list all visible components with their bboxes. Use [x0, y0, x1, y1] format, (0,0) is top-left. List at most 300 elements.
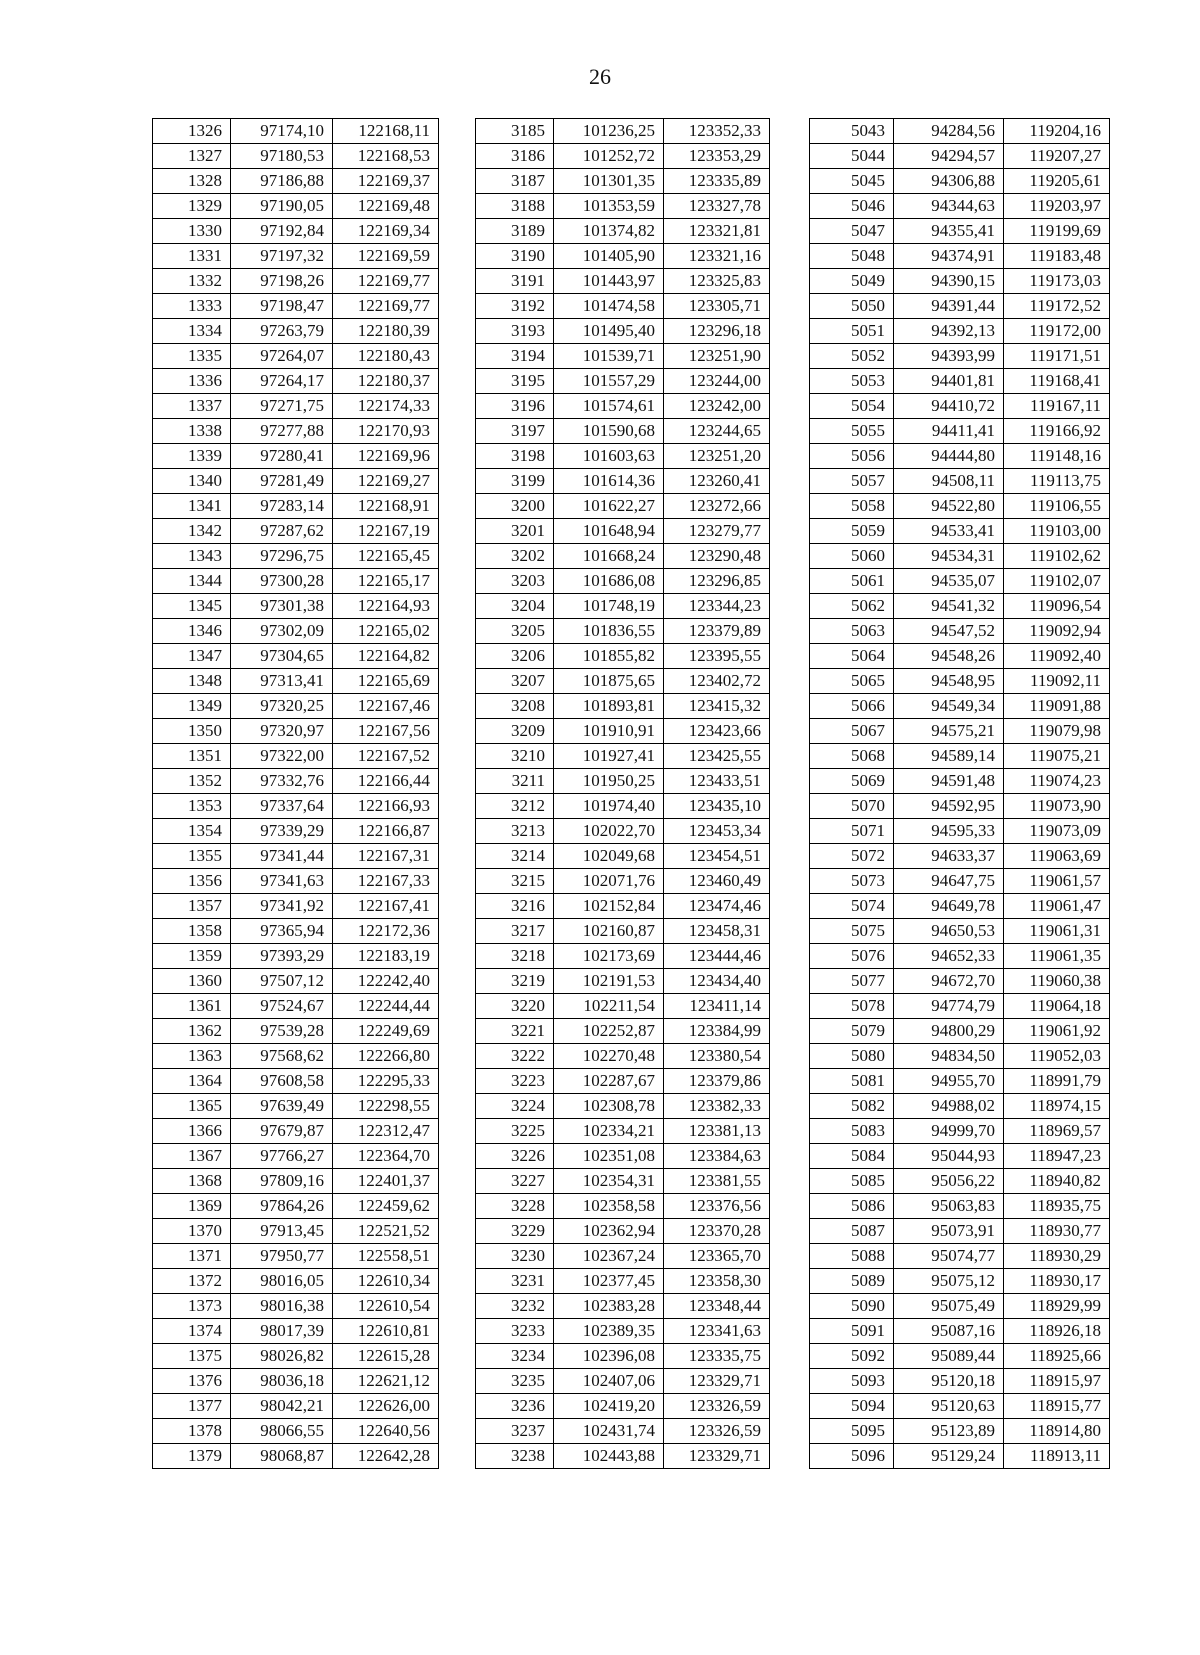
table-row [476, 269, 770, 294]
point-number-cell: 5047 [810, 219, 894, 244]
table-row [810, 444, 1110, 469]
table-row [153, 969, 439, 994]
table-row [810, 1319, 1110, 1344]
point-number-cell: 3220 [476, 994, 554, 1019]
x-coordinate-cell: 102367,24 [554, 1244, 664, 1269]
y-coordinate-cell: 122364,70 [333, 1144, 439, 1169]
point-number-cell: 1360 [153, 969, 231, 994]
table-row [476, 144, 770, 169]
y-coordinate-cell: 123296,18 [664, 319, 770, 344]
x-coordinate-cell: 102358,58 [554, 1194, 664, 1219]
y-coordinate-cell: 122168,53 [333, 144, 439, 169]
point-number-cell: 3235 [476, 1369, 554, 1394]
table-row [153, 1269, 439, 1294]
point-number-cell: 3206 [476, 644, 554, 669]
table-row [476, 1119, 770, 1144]
table-row [153, 1319, 439, 1344]
y-coordinate-cell: 119075,21 [1004, 744, 1110, 769]
table-row [476, 1444, 770, 1469]
table-row [153, 1044, 439, 1069]
point-number-cell: 5069 [810, 769, 894, 794]
x-coordinate-cell: 95056,22 [894, 1169, 1004, 1194]
point-number-cell: 1338 [153, 419, 231, 444]
table-row [810, 994, 1110, 1019]
y-coordinate-cell: 119079,98 [1004, 719, 1110, 744]
x-coordinate-cell: 97524,67 [231, 994, 333, 1019]
table-row [476, 119, 770, 144]
table-row [153, 194, 439, 219]
point-number-cell: 1345 [153, 594, 231, 619]
point-number-cell: 5080 [810, 1044, 894, 1069]
y-coordinate-cell: 123272,66 [664, 494, 770, 519]
y-coordinate-cell: 122169,48 [333, 194, 439, 219]
y-coordinate-cell: 123425,55 [664, 744, 770, 769]
x-coordinate-cell: 94549,34 [894, 694, 1004, 719]
table-row [153, 144, 439, 169]
y-coordinate-cell: 123474,46 [664, 894, 770, 919]
y-coordinate-cell: 122295,33 [333, 1069, 439, 1094]
table-row [153, 944, 439, 969]
point-number-cell: 5086 [810, 1194, 894, 1219]
y-coordinate-cell: 122167,41 [333, 894, 439, 919]
table-row [476, 1319, 770, 1344]
y-coordinate-cell: 118930,29 [1004, 1244, 1110, 1269]
y-coordinate-cell: 122298,55 [333, 1094, 439, 1119]
y-coordinate-cell: 118969,57 [1004, 1119, 1110, 1144]
table-row [476, 894, 770, 919]
x-coordinate-cell: 97190,05 [231, 194, 333, 219]
x-coordinate-cell: 97198,26 [231, 269, 333, 294]
y-coordinate-cell: 119204,16 [1004, 119, 1110, 144]
x-coordinate-cell: 95073,91 [894, 1219, 1004, 1244]
y-coordinate-cell: 123325,83 [664, 269, 770, 294]
table-row [153, 519, 439, 544]
x-coordinate-cell: 101855,82 [554, 644, 664, 669]
point-number-cell: 5057 [810, 469, 894, 494]
y-coordinate-cell: 119061,92 [1004, 1019, 1110, 1044]
x-coordinate-cell: 97264,07 [231, 344, 333, 369]
point-number-cell: 3190 [476, 244, 554, 269]
point-number-cell: 1333 [153, 294, 231, 319]
table-row [153, 369, 439, 394]
y-coordinate-cell: 119207,27 [1004, 144, 1110, 169]
x-coordinate-cell: 102362,94 [554, 1219, 664, 1244]
x-coordinate-cell: 97281,49 [231, 469, 333, 494]
point-number-cell: 5067 [810, 719, 894, 744]
table-row [476, 1169, 770, 1194]
point-number-cell: 3186 [476, 144, 554, 169]
table-row [153, 844, 439, 869]
y-coordinate-cell: 123279,77 [664, 519, 770, 544]
y-coordinate-cell: 123335,75 [664, 1344, 770, 1369]
x-coordinate-cell: 97332,76 [231, 769, 333, 794]
y-coordinate-cell: 119173,03 [1004, 269, 1110, 294]
x-coordinate-cell: 101236,25 [554, 119, 664, 144]
table-row [153, 769, 439, 794]
x-coordinate-cell: 102443,88 [554, 1444, 664, 1469]
table-row [153, 1144, 439, 1169]
point-number-cell: 5083 [810, 1119, 894, 1144]
x-coordinate-cell: 102071,76 [554, 869, 664, 894]
point-number-cell: 5051 [810, 319, 894, 344]
y-coordinate-cell: 122521,52 [333, 1219, 439, 1244]
x-coordinate-cell: 101614,36 [554, 469, 664, 494]
y-coordinate-cell: 122180,39 [333, 319, 439, 344]
y-coordinate-cell: 119092,40 [1004, 644, 1110, 669]
x-coordinate-cell: 97507,12 [231, 969, 333, 994]
y-coordinate-cell: 119203,97 [1004, 194, 1110, 219]
x-coordinate-cell: 95129,24 [894, 1444, 1004, 1469]
table-row [153, 269, 439, 294]
table-row [476, 1294, 770, 1319]
y-coordinate-cell: 123251,20 [664, 444, 770, 469]
table-row [476, 344, 770, 369]
y-coordinate-cell: 119063,69 [1004, 844, 1110, 869]
x-coordinate-cell: 102389,35 [554, 1319, 664, 1344]
y-coordinate-cell: 119073,09 [1004, 819, 1110, 844]
x-coordinate-cell: 94999,70 [894, 1119, 1004, 1144]
y-coordinate-cell: 118915,77 [1004, 1394, 1110, 1419]
point-number-cell: 3218 [476, 944, 554, 969]
point-number-cell: 1351 [153, 744, 231, 769]
y-coordinate-cell: 122401,37 [333, 1169, 439, 1194]
table-row [153, 119, 439, 144]
table-row [476, 1194, 770, 1219]
x-coordinate-cell: 101590,68 [554, 419, 664, 444]
y-coordinate-cell: 118947,23 [1004, 1144, 1110, 1169]
point-number-cell: 1337 [153, 394, 231, 419]
point-number-cell: 5088 [810, 1244, 894, 1269]
x-coordinate-cell: 94955,70 [894, 1069, 1004, 1094]
table-row [153, 744, 439, 769]
y-coordinate-cell: 119168,41 [1004, 369, 1110, 394]
table-row [153, 1394, 439, 1419]
table-row [810, 244, 1110, 269]
point-number-cell: 1356 [153, 869, 231, 894]
point-number-cell: 1374 [153, 1319, 231, 1344]
y-coordinate-cell: 122180,43 [333, 344, 439, 369]
x-coordinate-cell: 95123,89 [894, 1419, 1004, 1444]
y-coordinate-cell: 122170,93 [333, 419, 439, 444]
x-coordinate-cell: 101950,25 [554, 769, 664, 794]
x-coordinate-cell: 94633,37 [894, 844, 1004, 869]
table-row [476, 219, 770, 244]
point-number-cell: 3195 [476, 369, 554, 394]
x-coordinate-cell: 94533,41 [894, 519, 1004, 544]
point-number-cell: 1340 [153, 469, 231, 494]
point-number-cell: 5084 [810, 1144, 894, 1169]
y-coordinate-cell: 122167,19 [333, 519, 439, 544]
table-row [810, 1219, 1110, 1244]
x-coordinate-cell: 101495,40 [554, 319, 664, 344]
x-coordinate-cell: 97296,75 [231, 544, 333, 569]
table-row [153, 394, 439, 419]
point-number-cell: 3209 [476, 719, 554, 744]
point-number-cell: 1371 [153, 1244, 231, 1269]
table-row [476, 519, 770, 544]
y-coordinate-cell: 122164,93 [333, 594, 439, 619]
table-row [476, 844, 770, 869]
x-coordinate-cell: 97301,38 [231, 594, 333, 619]
point-number-cell: 1326 [153, 119, 231, 144]
point-number-cell: 1332 [153, 269, 231, 294]
table-row [810, 294, 1110, 319]
x-coordinate-cell: 97341,92 [231, 894, 333, 919]
point-number-cell: 3208 [476, 694, 554, 719]
x-coordinate-cell: 101668,24 [554, 544, 664, 569]
table-row [810, 1019, 1110, 1044]
x-coordinate-cell: 97271,75 [231, 394, 333, 419]
y-coordinate-cell: 123379,89 [664, 619, 770, 644]
x-coordinate-cell: 102308,78 [554, 1094, 664, 1119]
point-number-cell: 5043 [810, 119, 894, 144]
x-coordinate-cell: 97192,84 [231, 219, 333, 244]
coordinate-table-3 [809, 118, 1110, 1469]
point-number-cell: 5079 [810, 1019, 894, 1044]
point-number-cell: 1359 [153, 944, 231, 969]
table-row [810, 1294, 1110, 1319]
y-coordinate-cell: 119148,16 [1004, 444, 1110, 469]
point-number-cell: 5085 [810, 1169, 894, 1194]
point-number-cell: 3189 [476, 219, 554, 244]
table-row [810, 319, 1110, 344]
table-row [810, 519, 1110, 544]
table-row [476, 619, 770, 644]
x-coordinate-cell: 98042,21 [231, 1394, 333, 1419]
table-row [810, 794, 1110, 819]
table-row [810, 194, 1110, 219]
point-number-cell: 5072 [810, 844, 894, 869]
point-number-cell: 1344 [153, 569, 231, 594]
x-coordinate-cell: 102334,21 [554, 1119, 664, 1144]
x-coordinate-cell: 101686,08 [554, 569, 664, 594]
table-row [476, 1219, 770, 1244]
table-row [153, 1069, 439, 1094]
x-coordinate-cell: 94401,81 [894, 369, 1004, 394]
x-coordinate-cell: 94548,26 [894, 644, 1004, 669]
point-number-cell: 5093 [810, 1369, 894, 1394]
y-coordinate-cell: 122558,51 [333, 1244, 439, 1269]
point-number-cell: 5061 [810, 569, 894, 594]
x-coordinate-cell: 94410,72 [894, 394, 1004, 419]
y-coordinate-cell: 118925,66 [1004, 1344, 1110, 1369]
x-coordinate-cell: 94647,75 [894, 869, 1004, 894]
table-row [153, 919, 439, 944]
point-number-cell: 5071 [810, 819, 894, 844]
point-number-cell: 3227 [476, 1169, 554, 1194]
point-number-cell: 1373 [153, 1294, 231, 1319]
point-number-cell: 1347 [153, 644, 231, 669]
table-row [476, 544, 770, 569]
y-coordinate-cell: 123344,23 [664, 594, 770, 619]
table-row [810, 1169, 1110, 1194]
y-coordinate-cell: 123411,14 [664, 994, 770, 1019]
y-coordinate-cell: 122168,11 [333, 119, 439, 144]
x-coordinate-cell: 102191,53 [554, 969, 664, 994]
x-coordinate-cell: 97339,29 [231, 819, 333, 844]
table-row [153, 344, 439, 369]
y-coordinate-cell: 122174,33 [333, 394, 439, 419]
point-number-cell: 3212 [476, 794, 554, 819]
x-coordinate-cell: 98026,82 [231, 1344, 333, 1369]
table-row [153, 1344, 439, 1369]
y-coordinate-cell: 119205,61 [1004, 169, 1110, 194]
y-coordinate-cell: 118991,79 [1004, 1069, 1110, 1094]
table-row [810, 1369, 1110, 1394]
point-number-cell: 5082 [810, 1094, 894, 1119]
y-coordinate-cell: 122164,82 [333, 644, 439, 669]
table-row [810, 644, 1110, 669]
x-coordinate-cell: 94411,41 [894, 419, 1004, 444]
x-coordinate-cell: 94547,52 [894, 619, 1004, 644]
x-coordinate-cell: 95074,77 [894, 1244, 1004, 1269]
x-coordinate-cell: 97337,64 [231, 794, 333, 819]
table-row [476, 944, 770, 969]
point-number-cell: 5090 [810, 1294, 894, 1319]
y-coordinate-cell: 123348,44 [664, 1294, 770, 1319]
table-row [476, 294, 770, 319]
point-number-cell: 1377 [153, 1394, 231, 1419]
y-coordinate-cell: 119102,62 [1004, 544, 1110, 569]
point-number-cell: 1349 [153, 694, 231, 719]
table-row [153, 644, 439, 669]
x-coordinate-cell: 101748,19 [554, 594, 664, 619]
point-number-cell: 5092 [810, 1344, 894, 1369]
table-row [153, 694, 439, 719]
y-coordinate-cell: 123251,90 [664, 344, 770, 369]
point-number-cell: 5070 [810, 794, 894, 819]
point-number-cell: 5063 [810, 619, 894, 644]
table-row [153, 1169, 439, 1194]
x-coordinate-cell: 102351,08 [554, 1144, 664, 1169]
x-coordinate-cell: 102407,06 [554, 1369, 664, 1394]
table-row [810, 144, 1110, 169]
y-coordinate-cell: 122165,45 [333, 544, 439, 569]
point-number-cell: 1375 [153, 1344, 231, 1369]
y-coordinate-cell: 119096,54 [1004, 594, 1110, 619]
point-number-cell: 1376 [153, 1369, 231, 1394]
table-row [810, 569, 1110, 594]
x-coordinate-cell: 102049,68 [554, 844, 664, 869]
y-coordinate-cell: 122169,34 [333, 219, 439, 244]
point-number-cell: 1372 [153, 1269, 231, 1294]
point-number-cell: 3187 [476, 169, 554, 194]
y-coordinate-cell: 118930,17 [1004, 1269, 1110, 1294]
point-number-cell: 1363 [153, 1044, 231, 1069]
y-coordinate-cell: 123381,55 [664, 1169, 770, 1194]
table-row [153, 894, 439, 919]
y-coordinate-cell: 123415,32 [664, 694, 770, 719]
table-row [476, 919, 770, 944]
table-row [153, 819, 439, 844]
table-row [476, 669, 770, 694]
table-row [476, 869, 770, 894]
point-number-cell: 3236 [476, 1394, 554, 1419]
x-coordinate-cell: 102431,74 [554, 1419, 664, 1444]
point-number-cell: 3225 [476, 1119, 554, 1144]
point-number-cell: 5078 [810, 994, 894, 1019]
table-row [153, 1294, 439, 1319]
y-coordinate-cell: 119113,75 [1004, 469, 1110, 494]
y-coordinate-cell: 122169,77 [333, 269, 439, 294]
point-number-cell: 5058 [810, 494, 894, 519]
point-number-cell: 1354 [153, 819, 231, 844]
table-row [476, 244, 770, 269]
table-row [476, 494, 770, 519]
table-row [153, 1419, 439, 1444]
point-number-cell: 1379 [153, 1444, 231, 1469]
x-coordinate-cell: 97766,27 [231, 1144, 333, 1169]
y-coordinate-cell: 119166,92 [1004, 419, 1110, 444]
table-row [153, 1194, 439, 1219]
x-coordinate-cell: 94390,15 [894, 269, 1004, 294]
x-coordinate-cell: 97320,25 [231, 694, 333, 719]
point-number-cell: 3203 [476, 569, 554, 594]
table-row [476, 469, 770, 494]
point-number-cell: 3224 [476, 1094, 554, 1119]
point-number-cell: 5055 [810, 419, 894, 444]
table-row [476, 569, 770, 594]
y-coordinate-cell: 123242,00 [664, 394, 770, 419]
x-coordinate-cell: 101648,94 [554, 519, 664, 544]
y-coordinate-cell: 122266,80 [333, 1044, 439, 1069]
x-coordinate-cell: 102270,48 [554, 1044, 664, 1069]
y-coordinate-cell: 122183,19 [333, 944, 439, 969]
point-number-cell: 5068 [810, 744, 894, 769]
table-row [810, 769, 1110, 794]
y-coordinate-cell: 122626,00 [333, 1394, 439, 1419]
point-number-cell: 5077 [810, 969, 894, 994]
coordinate-table-2 [475, 118, 770, 1469]
point-number-cell: 1358 [153, 919, 231, 944]
table-row [153, 544, 439, 569]
x-coordinate-cell: 94508,11 [894, 469, 1004, 494]
y-coordinate-cell: 123296,85 [664, 569, 770, 594]
x-coordinate-cell: 97608,58 [231, 1069, 333, 1094]
y-coordinate-cell: 122459,62 [333, 1194, 439, 1219]
y-coordinate-cell: 118926,18 [1004, 1319, 1110, 1344]
y-coordinate-cell: 123244,65 [664, 419, 770, 444]
x-coordinate-cell: 97174,10 [231, 119, 333, 144]
point-number-cell: 5081 [810, 1069, 894, 1094]
point-number-cell: 3199 [476, 469, 554, 494]
point-number-cell: 1366 [153, 1119, 231, 1144]
point-number-cell: 5050 [810, 294, 894, 319]
table-row [810, 1094, 1110, 1119]
y-coordinate-cell: 123435,10 [664, 794, 770, 819]
y-coordinate-cell: 123329,71 [664, 1369, 770, 1394]
point-number-cell: 5087 [810, 1219, 894, 1244]
table-row [810, 969, 1110, 994]
y-coordinate-cell: 122640,56 [333, 1419, 439, 1444]
x-coordinate-cell: 94834,50 [894, 1044, 1004, 1069]
table-row [810, 344, 1110, 369]
table-row [153, 1244, 439, 1269]
table-row [476, 1094, 770, 1119]
y-coordinate-cell: 123384,99 [664, 1019, 770, 1044]
y-coordinate-cell: 123460,49 [664, 869, 770, 894]
y-coordinate-cell: 123376,56 [664, 1194, 770, 1219]
point-number-cell: 3234 [476, 1344, 554, 1369]
table-row [476, 419, 770, 444]
y-coordinate-cell: 122169,27 [333, 469, 439, 494]
y-coordinate-cell: 122167,31 [333, 844, 439, 869]
table-row [810, 1269, 1110, 1294]
x-coordinate-cell: 97341,63 [231, 869, 333, 894]
x-coordinate-cell: 94774,79 [894, 994, 1004, 1019]
point-number-cell: 5045 [810, 169, 894, 194]
y-coordinate-cell: 122165,17 [333, 569, 439, 594]
